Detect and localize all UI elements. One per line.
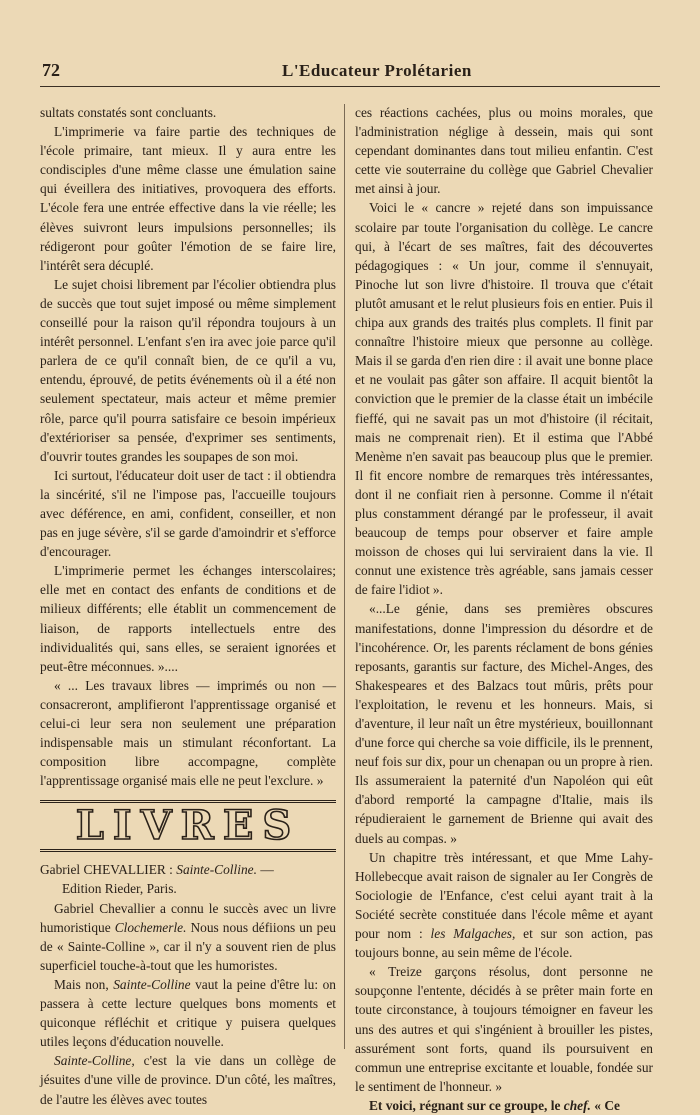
review-text: Gabriel Chevallier a connu le succès avec un livre humoristique (40, 900, 336, 935)
paragraph: « Treize garçons résolus, dont personne ne soupçonne l'entente, décidés à se prêter main forte en toute circonstance, à toujours témoigner en faveur les uns des autres et qui s'ingénient à brouiller les pistes, assurément sont forts, quand ils poursuivent en commun une entreprise excitante et louable, fondée sur le sentiment de l'honneur. » (355, 964, 653, 1094)
book-title-mention: Sainte-Colline (113, 976, 191, 992)
paragraph: Le sujet choisi librement par l'écolier obtiendra plus de succès que tout sujet imposé ou même simplement conseillé pour la raison qu'il répondra toujours à un intérêt personnel. L'enfant s'en ira avec joie parce qu'il parlera de ce qu'il connaît bien, de ce qu'il a vu, entendu, éprouvé, de petits événements où il a été non seulement spectateur, mais acteur et même premier rôle, parce qu'il pourra satisfaire ce besoin impérieux d'extérioriser sa pensée, d'exprimer ses sentiments, d'ouvrir toutes grandes les soupapes de son moi. (40, 276, 336, 464)
book-title: Sainte-Colline. (176, 862, 257, 878)
paragraph (355, 1096, 653, 1115)
book-separator: : (165, 862, 177, 878)
left-column (40, 103, 336, 1109)
paragraph: « ... Les travaux libres — imprimés ou non — consacreront, amplifieront l'apprentissage organisé et celui-ci leur sera non seulement une préparation indispensable mais un stimulant réconfortant. La composition libre accompagne, complète l'apprentissage organisé mais elle ne peut l'exclure. » (40, 677, 336, 789)
paragraph-text: Un chapitre très intéressant, et que Mme Lahy-Hollebecque avait raison de signaler au Ier Congrès de Sociologie de l'Enfance, c'est celui ayant trait à la Société secrète constituée dans l'école même et ayant pour nom : (355, 849, 653, 942)
review-paragraph (40, 1051, 336, 1108)
paragraph: Voici le « cancre » rejeté dans son impuissance scolaire par toute l'organisation du collège. Le cancre qui, à l'écart de ses maîtres, fait des découvertes pédagogiques : « Un jour, comme il s'ennuyait, Pinoche lut son livre d'histoire. Il trouva que c'était plutôt amusant et le relut plusieurs fois en entier. Puis il chipa aux grands des traités plus complets. Il finit par connaître l'histoire mieux que personne au collège. Mais il se garda d'en rien dire : il avait une bonne place et ne voulait pas gâter son affaire. Il acquit bientôt la conviction que le premier de la classe était un imbécile fieffé, qui ne savait pas un mot d'histoire (il récitait, mais ne comprenait rien). Et il estima que l'Abbé Menème n'en savait pas beaucoup plus que le premier. Il fit encore nombre de remarques très intéressantes, dont il ne confiait rien à personne. Comme il n'était plus constamment dérangé par le professeur, il avait beaucoup de temps pour observer et faire ample moisson de choses qui lui serviraient dans la vie. Il connut une existence très agréable, sans jamais cesser de faire l'idiot ». (355, 200, 653, 598)
paragraph-text: et sur son action, pas toujours bonne, au sein même de l'école. (355, 926, 653, 961)
journal-title: L'Educateur Prolétarien (282, 61, 472, 80)
column-divider (344, 104, 345, 1049)
emphasis: chef. (563, 1097, 591, 1113)
book-title-line (40, 860, 336, 879)
page-number: 72 (42, 60, 60, 80)
review-text: Nous nous défiions un peu de « Sainte-Colline », car il n'y a souvent rien de plus superficiel touche-à-tout que les humoristes. (40, 919, 336, 973)
review-paragraph (40, 975, 336, 1051)
review-text: Mais non, (54, 976, 114, 992)
book-author: Gabriel CHEVALLIER (40, 862, 166, 878)
paragraph: L'imprimerie permet les échanges interscolaires; elle met en contact des enfants de conditions et de milieux différents; elle établit un commencement de liaison, de rapports intellectuels entre des individualités qui, sans elles, se seraient ignorées et peut-être méconnues. ».... (40, 563, 336, 674)
book-dash: — (256, 862, 274, 878)
review-paragraph (40, 899, 336, 975)
section-heading-box (40, 800, 336, 852)
paragraph-text: Et voici, régnant sur ce groupe, le (369, 1097, 564, 1113)
paragraph: L'imprimerie va faire partie des techniques de l'école primaire, tant mieux. Il y aura entre les condisciples d'une même classe une émulation saine qui éveillera des initiatives, provoquera des efforts. L'école fera une entrée effective dans la vie réelle; les élèves suivront leurs impulsions personnelles; ils rédigeront pour goûter l'émotion de se faire lire, l'intérêt sera décuplé. (40, 124, 336, 273)
page-header (40, 58, 660, 87)
review-text: vaut la peine d'être lu: on passera à cette lecture quelques bons moments et quiconque réfléchit et critique y puisera quelques utiles leçons d'éducation nouvelle. (40, 976, 336, 1050)
book-title-mention: Sainte-Colline, (54, 1053, 135, 1069)
paragraph: sultats constatés sont concluants. (40, 105, 217, 120)
right-column (355, 103, 653, 1115)
paragraph (355, 848, 653, 963)
book-reference (40, 860, 336, 898)
section-heading: LIVRES (75, 802, 301, 850)
book-title-mention: Clochemerle. (114, 919, 187, 935)
paragraph-text: « Ce (590, 1097, 620, 1113)
review-text: c'est la vie dans un collège de jésuites d'une ville de province. D'un côté, les maîtres, de l'autre les élèves avec toutes (40, 1053, 336, 1107)
society-name: les Malgaches, (430, 926, 516, 942)
paragraph: ces réactions cachées, plus ou moins morales, que l'administration néglige à dessein, mais qui sont cependant dominantes dans tout milieu enfantin. C'est cette vie souterraine du collège que Gabriel Chevalier met ainsi à jour. (355, 105, 653, 197)
paragraph: Ici surtout, l'éducateur doit user de tact : il obtiendra la sincérité, s'il ne l'impose pas, l'accueille toujours avec déférence, en ami, confident, conseiller, et non pas en juge sévère, s'il se garde d'amoindrir et s'efforce d'encourager. (40, 467, 336, 560)
paragraph: «...Le génie, dans ses premières obscures manifestations, donne l'impression du désordre et de l'incohérence. Or, les parents réclament de bons génies reposants, garantis sur facture, des Michel-Anges, des Shakespeares et des Balzacs tout mûris, prêts pour l'exploitation, le revenu et les honneurs. Mais, si d'aventure, il leur naît un être mystérieux, bouillonnant d'une force qui cherche sa voie difficile, ils le prennent, neuf fois sur dix, pour un chenapan ou un propre à rien. Ils assumeraient la paternité d'un Napoléon qui eût d'abord remporté la campagne d'Italie, mais ils répudieraient le garnement de Brienne qui avait des duels au compas. » (355, 601, 653, 846)
book-edition: Edition Rieder, Paris. (62, 881, 177, 897)
